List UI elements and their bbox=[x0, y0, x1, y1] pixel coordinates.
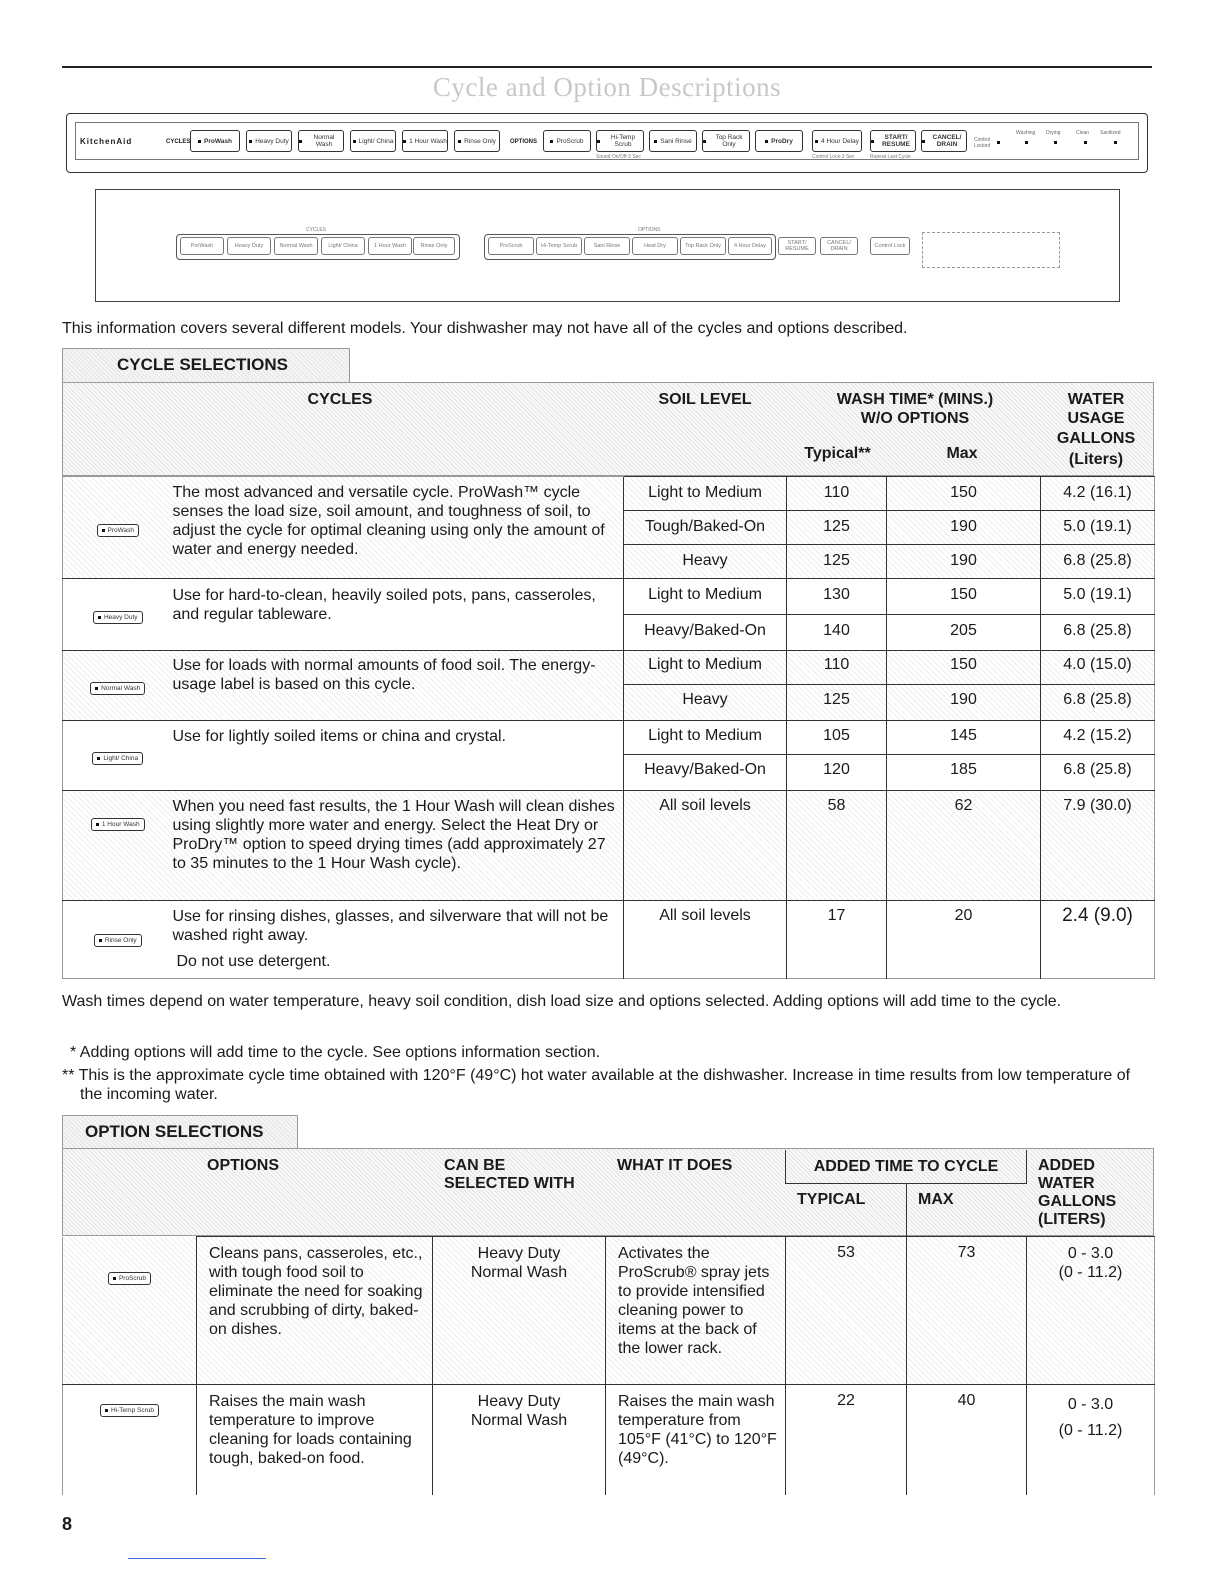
option-added-water bbox=[1027, 1385, 1155, 1495]
added-water-liters: (0 - 11.2) bbox=[1058, 1264, 1123, 1281]
normal-wash-button-icon: Normal Wash bbox=[90, 682, 145, 695]
option-max-time: 73 bbox=[907, 1237, 1027, 1385]
light-china-button-icon: Light/ China bbox=[92, 752, 143, 765]
soil-level-cell: Heavy bbox=[624, 685, 787, 721]
typical-time-cell: 105 bbox=[787, 721, 887, 755]
col-what-header: WHAT IT DOES bbox=[617, 1157, 733, 1174]
table-row bbox=[63, 477, 1155, 511]
soil-level-cell: Tough/Baked-On bbox=[624, 511, 787, 545]
panel2-btn-4-hour-delay: 4 Hour Delay bbox=[728, 237, 772, 255]
panel1-light-drying: Drying bbox=[1046, 130, 1061, 136]
panel1-light-clean: Clean bbox=[1076, 130, 1090, 136]
water-usage-cell: 6.8 (25.8) bbox=[1041, 755, 1155, 791]
added-water-gallons: 0 - 3.0 bbox=[1067, 1396, 1114, 1413]
cycle-icon-cell bbox=[63, 901, 173, 979]
panel1-control-locked: Control Locked bbox=[974, 137, 991, 149]
cycle-selections-title: CYCLE SELECTIONS bbox=[117, 355, 288, 374]
rinse-only-desc: Use for rinsing dishes, glasses, and silverware that will not be washed right away. bbox=[172, 908, 609, 944]
typical-time-cell: 58 bbox=[787, 791, 887, 901]
panel2-options-label: OPTIONS bbox=[638, 227, 661, 233]
option-typical-time: 53 bbox=[786, 1237, 907, 1385]
option-table bbox=[62, 1236, 1155, 1495]
option-typical-time: 22 bbox=[786, 1385, 907, 1495]
option-selections-title: OPTION SELECTIONS bbox=[85, 1122, 264, 1141]
typical-time-cell: 125 bbox=[787, 685, 887, 721]
intro-text: This information covers several different models. Your dishwasher may not have all of the cycles and options described. bbox=[62, 320, 908, 337]
1-hour-wash-button-icon: 1 Hour Wash bbox=[91, 818, 145, 831]
water-usage-cell: 6.8 (25.8) bbox=[1041, 615, 1155, 651]
col-added-time-header: ADDED TIME TO CYCLE bbox=[813, 1158, 999, 1175]
water-usage-cell: 4.2 (16.1) bbox=[1041, 477, 1155, 511]
table-row bbox=[63, 721, 1155, 755]
typical-time-cell: 125 bbox=[787, 511, 887, 545]
option-added-water bbox=[1027, 1237, 1155, 1385]
option-icon-cell bbox=[63, 1237, 197, 1385]
cycle-icon-cell bbox=[63, 477, 173, 579]
panel1-btn-heavy-duty: Heavy Duty bbox=[246, 130, 292, 152]
option-selections-tab bbox=[62, 1115, 298, 1149]
water-usage-cell: 5.0 (19.1) bbox=[1041, 579, 1155, 615]
panel1-btn-prodry: ProDry bbox=[755, 130, 803, 152]
indicator-dot bbox=[1025, 141, 1028, 144]
water-usage-cell: 6.8 (25.8) bbox=[1041, 685, 1155, 721]
soil-level-cell: Light to Medium bbox=[624, 721, 787, 755]
soil-level-cell: Heavy bbox=[624, 545, 787, 579]
panel1-btn-start-resume: START/ RESUME bbox=[870, 130, 916, 152]
panel2-btn-prowash: ProWash bbox=[180, 237, 224, 255]
selected-with-heavy-duty: Heavy Duty bbox=[477, 1245, 561, 1262]
cycle-icon-cell bbox=[63, 791, 173, 901]
panel2-btn-normal-wash: Normal Wash bbox=[274, 237, 318, 255]
indicator-dot bbox=[1054, 141, 1057, 144]
panel2-btn-proscrub: ProScrub bbox=[488, 237, 534, 255]
soil-level-cell: Heavy/Baked-On bbox=[624, 615, 787, 651]
panel2-btn-light-china: Light/ China bbox=[321, 237, 365, 255]
col-water-header-1: ADDED bbox=[1038, 1157, 1095, 1174]
typical-time-cell: 130 bbox=[787, 579, 887, 615]
control-panel-illustration-2 bbox=[95, 189, 1120, 302]
panel2-btn-control-lock: Control Lock bbox=[870, 237, 910, 255]
panel2-btn-start-resume: START/ RESUME bbox=[778, 237, 816, 255]
panel1-sub-label-sound: Sound On/Off-3 Sec bbox=[596, 154, 641, 160]
table-row bbox=[63, 791, 1155, 901]
cycle-description bbox=[173, 901, 624, 979]
typical-time-cell: 17 bbox=[787, 901, 887, 979]
prowash-button-icon: ProWash bbox=[97, 524, 140, 537]
added-water-gallons: 0 - 3.0 bbox=[1067, 1245, 1114, 1262]
table-row bbox=[63, 579, 1155, 615]
panel1-btn-light-china: Light/ China bbox=[350, 130, 396, 152]
cycle-description: Use for loads with normal amounts of food soil. The energy-usage label is based on this cycle. bbox=[173, 651, 624, 721]
top-rule bbox=[62, 66, 1152, 68]
panel1-btn-hi-temp-scrub: Hi-Temp Scrub bbox=[596, 130, 644, 152]
brand-logo: KitchenAid bbox=[80, 137, 133, 146]
header-divider bbox=[906, 1184, 907, 1236]
panel1-btn-cancel-drain: CANCEL/ DRAIN bbox=[921, 130, 967, 152]
col-wash-time-header-1: WASH TIME* (MINS.) bbox=[836, 391, 994, 408]
max-time-cell: 150 bbox=[887, 579, 1041, 615]
col-soil-header: SOIL LEVEL bbox=[658, 391, 752, 408]
cycle-description: When you need fast results, the 1 Hour Wash will clean dishes using slightly more water and energy. Select the Heat Dry or ProDry™ option to speed drying times (add approximately 27 to 35 minutes to the 1 Hour Wash cycle). bbox=[173, 791, 624, 901]
cycle-selections-tab bbox=[62, 348, 350, 384]
panel2-btn-1-hour-wash: 1 Hour Wash bbox=[368, 237, 412, 255]
panel1-btn-1-hour-wash: 1 Hour Wash bbox=[402, 130, 448, 152]
water-usage-cell: 6.8 (25.8) bbox=[1041, 545, 1155, 579]
panel1-btn-proscrub: ProScrub bbox=[543, 130, 591, 152]
footnote-star: * Adding options will add time to the cycle. See options information section. bbox=[70, 1044, 601, 1061]
col-typical-header: TYPICAL bbox=[797, 1191, 866, 1208]
panel1-light-sanitized: Sanitized bbox=[1100, 130, 1121, 136]
rinse-only-button-icon: Rinse Only bbox=[94, 934, 142, 947]
table-row bbox=[63, 651, 1155, 685]
max-time-cell: 205 bbox=[887, 615, 1041, 651]
col-water-header-2: WATER bbox=[1038, 1175, 1095, 1192]
soil-level-cell: Light to Medium bbox=[624, 579, 787, 615]
panel2-btn-sani-rinse: Sani Rinse bbox=[584, 237, 630, 255]
col-max-header: MAX bbox=[918, 1191, 954, 1208]
col-water-header-3: GALLONS bbox=[1038, 1193, 1117, 1210]
typical-time-cell: 120 bbox=[787, 755, 887, 791]
option-description: Raises the main wash temperature to improve cleaning for loads containing tough, baked-on food. bbox=[197, 1385, 433, 1495]
cycle-description: The most advanced and versatile cycle. ProWash™ cycle senses the load size, soil amount, and toughness of soil, to adjust the cycle for optimal cleaning using only the amount of water and energy needed. bbox=[173, 477, 624, 579]
col-water-header-4: (LITERS) bbox=[1038, 1211, 1106, 1228]
max-time-cell: 145 bbox=[887, 721, 1041, 755]
rinse-only-note: Do not use detergent. bbox=[176, 953, 331, 970]
water-usage-cell: 4.0 (15.0) bbox=[1041, 651, 1155, 685]
wash-times-note: Wash times depend on water temperature, heavy soil condition, dish load size and options selected. Adding options will add time to the cycle. bbox=[62, 993, 1062, 1010]
cycle-icon-cell bbox=[63, 721, 173, 791]
panel2-btn-top-rack-only: Top Rack Only bbox=[680, 237, 726, 255]
col-water-header-2: USAGE bbox=[1067, 410, 1125, 427]
panel2-display-area bbox=[922, 232, 1060, 268]
option-icon-cell bbox=[63, 1385, 197, 1495]
table-row bbox=[63, 1237, 1155, 1385]
panel1-btn-prowash: ProWash bbox=[190, 130, 240, 152]
panel1-btn-top-rack-only: Top Rack Only bbox=[702, 130, 750, 152]
table-row bbox=[63, 1385, 1155, 1495]
soil-level-cell: Heavy/Baked-On bbox=[624, 755, 787, 791]
max-time-cell: 150 bbox=[887, 651, 1041, 685]
selected-with-normal-wash: Normal Wash bbox=[470, 1412, 568, 1429]
heavy-duty-button-icon: Heavy Duty bbox=[93, 611, 143, 624]
typical-time-cell: 140 bbox=[787, 615, 887, 651]
panel1-options-label: OPTIONS bbox=[510, 139, 538, 145]
panel1-sub-label-repeat: Repeat Last Cycle bbox=[870, 154, 911, 160]
cycle-description: Use for lightly soiled items or china and crystal. bbox=[173, 721, 624, 791]
soil-level-cell: All soil levels bbox=[624, 901, 787, 979]
typical-time-cell: 125 bbox=[787, 545, 887, 579]
option-description: Cleans pans, casseroles, etc., with tough food soil to eliminate the need for soaking and scrubbing of dirty, baked-on dishes. bbox=[197, 1237, 433, 1385]
indicator-dot bbox=[1114, 141, 1117, 144]
panel2-btn-hi-temp-scrub: Hi-Temp Scrub bbox=[536, 237, 582, 255]
selected-with-heavy-duty: Heavy Duty bbox=[477, 1393, 561, 1410]
cycle-description: Use for hard-to-clean, heavily soiled pots, pans, casseroles, and regular tableware. bbox=[173, 579, 624, 651]
soil-level-cell: Light to Medium bbox=[624, 651, 787, 685]
soil-level-cell: All soil levels bbox=[624, 791, 787, 901]
col-typical-header: Typical** bbox=[804, 445, 871, 462]
col-water-header-4: (Liters) bbox=[1068, 451, 1124, 468]
cycle-icon-cell bbox=[63, 651, 173, 721]
max-time-cell: 20 bbox=[887, 901, 1041, 979]
indicator-dot bbox=[1084, 141, 1087, 144]
option-selected-with bbox=[433, 1385, 606, 1495]
cycle-table bbox=[62, 476, 1155, 979]
panel1-btn-rinse-only: Rinse Only bbox=[454, 130, 500, 152]
water-usage-cell: 4.2 (15.2) bbox=[1041, 721, 1155, 755]
soil-level-cell: Light to Medium bbox=[624, 477, 787, 511]
max-time-cell: 190 bbox=[887, 511, 1041, 545]
col-water-header-1: WATER bbox=[1067, 391, 1125, 408]
max-time-cell: 62 bbox=[887, 791, 1041, 901]
added-water-liters: (0 - 11.2) bbox=[1058, 1422, 1123, 1439]
option-what-it-does: Raises the main wash temperature from 105°F (41°C) to 120°F (49°C). bbox=[606, 1385, 786, 1495]
panel1-cycles-label: CYCLES bbox=[166, 139, 191, 145]
water-usage-cell: 7.9 (30.0) bbox=[1041, 791, 1155, 901]
water-usage-cell: 5.0 (19.1) bbox=[1041, 511, 1155, 545]
proscrub-button-icon: ProScrub bbox=[108, 1272, 151, 1285]
panel1-btn-sani-rinse: Sani Rinse bbox=[649, 130, 697, 152]
hi-temp-scrub-button-icon: Hi-Temp Scrub bbox=[100, 1404, 159, 1417]
panel1-btn-4-hour-delay: 4 Hour Delay bbox=[812, 130, 862, 152]
col-cycles-header: CYCLES bbox=[307, 391, 373, 408]
option-max-time: 40 bbox=[907, 1385, 1027, 1495]
col-wash-time-header-2: W/O OPTIONS bbox=[860, 410, 970, 427]
panel1-sub-label-lock: Control Lock-3 Sec bbox=[812, 154, 855, 160]
footer-rule bbox=[128, 1558, 266, 1559]
typical-time-cell: 110 bbox=[787, 651, 887, 685]
selected-with-normal-wash: Normal Wash bbox=[470, 1264, 568, 1281]
panel2-btn-rinse-only: Rinse Only bbox=[413, 237, 455, 255]
col-water-header-3: GALLONS bbox=[1056, 430, 1136, 447]
typical-time-cell: 110 bbox=[787, 477, 887, 511]
option-what-it-does: Activates the ProScrub® spray jets to provide intensified cleaning power to items at the back of the lower rack. bbox=[606, 1237, 786, 1385]
option-selected-with bbox=[433, 1237, 606, 1385]
footnote-double-star: ** This is the approximate cycle time obtained with 120°F (49°C) hot water available at the dishwasher. Increase in time results from low temperature of the incoming water. bbox=[62, 1067, 1131, 1103]
max-time-cell: 190 bbox=[887, 545, 1041, 579]
panel2-btn-heavy-duty: Heavy Duty bbox=[227, 237, 271, 255]
panel1-light-washing: Washing bbox=[1016, 130, 1036, 136]
col-can-be-header-2: SELECTED WITH bbox=[444, 1175, 575, 1192]
col-can-be-header-1: CAN BE bbox=[444, 1157, 506, 1174]
panel2-cycles-label: CYCLES bbox=[306, 227, 327, 233]
water-usage-cell: 2.4 (9.0) bbox=[1041, 901, 1155, 979]
max-time-cell: 150 bbox=[887, 477, 1041, 511]
page-number: 8 bbox=[62, 1514, 73, 1534]
max-time-cell: 185 bbox=[887, 755, 1041, 791]
panel2-btn-cancel-drain: CANCEL/ DRAIN bbox=[820, 237, 858, 255]
table-row bbox=[63, 901, 1155, 979]
col-options-header: OPTIONS bbox=[207, 1157, 280, 1174]
page-title: Cycle and Option Descriptions bbox=[432, 72, 782, 102]
col-max-header: Max bbox=[946, 445, 978, 462]
panel2-btn-heat-dry: Heat Dry bbox=[632, 237, 678, 255]
panel1-btn-normal-wash: Normal Wash bbox=[298, 130, 344, 152]
cycle-icon-cell bbox=[63, 579, 173, 651]
max-time-cell: 190 bbox=[887, 685, 1041, 721]
indicator-dot bbox=[997, 141, 1000, 144]
